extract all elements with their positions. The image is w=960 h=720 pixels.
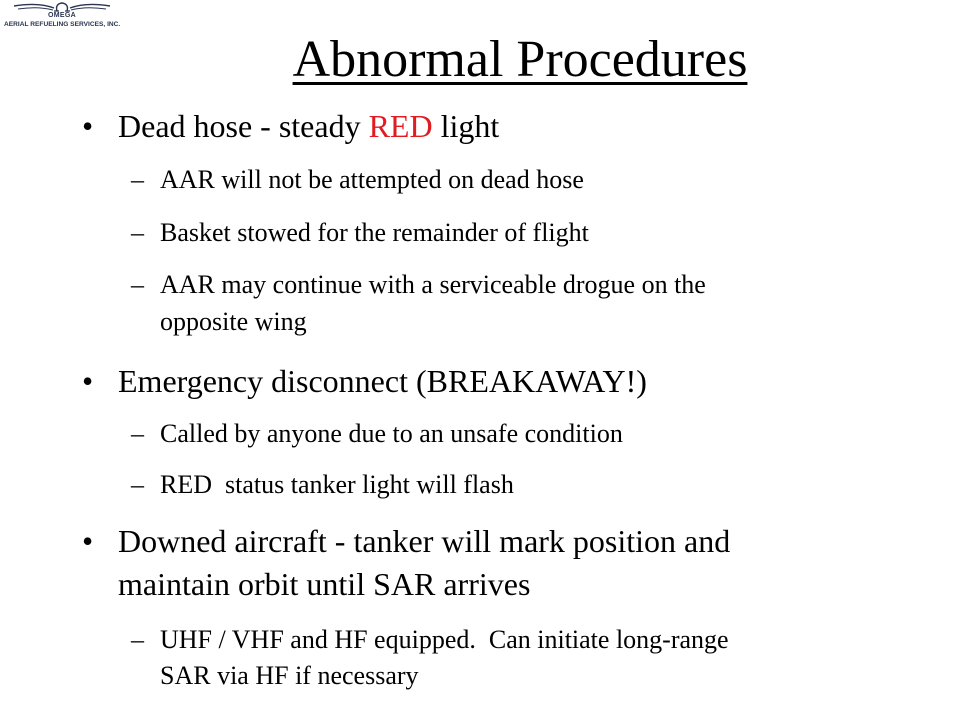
slide-title: Abnormal Procedures	[292, 31, 748, 88]
sub-bullet-text: Basket stowed for the remainder of flight	[160, 218, 589, 247]
sub-bullet-text: RED status tanker light will flash	[160, 470, 514, 499]
red-highlight: RED	[368, 108, 433, 144]
sub-bullet	[131, 269, 706, 301]
sub-bullet	[131, 164, 584, 196]
sub-bullet	[131, 469, 514, 501]
bullet-marker: •	[82, 523, 94, 559]
sub-bullet-text: AAR will not be attempted on dead hose	[160, 165, 584, 194]
dash-marker: –	[131, 270, 144, 299]
sub-bullet	[131, 217, 589, 249]
dash-marker: –	[131, 218, 144, 247]
bullet-emergency-disconnect	[82, 361, 647, 401]
sub-bullet-continuation	[160, 306, 307, 338]
bullet-downed-aircraft	[82, 521, 731, 561]
dash-marker: –	[131, 165, 144, 194]
bullet-text: Dead hose - steady	[118, 108, 369, 144]
bullet-dead-hose	[82, 106, 500, 146]
logo-name: OMEGA	[48, 12, 76, 19]
bullet-text: Emergency disconnect (BREAKAWAY!)	[118, 363, 647, 399]
sub-bullet-text: Called by anyone due to an unsafe condition	[160, 419, 623, 448]
sub-bullet-text: SAR via HF if necessary	[160, 661, 419, 690]
sub-bullet-text: opposite wing	[160, 307, 307, 336]
bullet-text-suffix: light	[432, 108, 500, 144]
sub-bullet-text: AAR may continue with a serviceable drogue on the	[160, 270, 706, 299]
logo-subtitle: AERIAL REFUELING SERVICES, INC.	[4, 21, 121, 28]
bullet-text: maintain orbit until SAR arrives	[118, 566, 531, 602]
dash-marker: –	[131, 625, 144, 654]
sub-bullet	[131, 624, 729, 656]
dash-marker: –	[131, 470, 144, 499]
sub-bullet-continuation	[160, 660, 419, 692]
dash-marker: –	[131, 419, 144, 448]
bullet-text: Downed aircraft - tanker will mark position and	[118, 523, 731, 559]
sub-bullet-text: UHF / VHF and HF equipped. Can initiate long-range	[160, 625, 729, 654]
bullet-marker: •	[82, 108, 94, 144]
sub-bullet	[131, 418, 623, 450]
bullet-marker: •	[82, 363, 94, 399]
bullet-continuation	[118, 564, 530, 604]
